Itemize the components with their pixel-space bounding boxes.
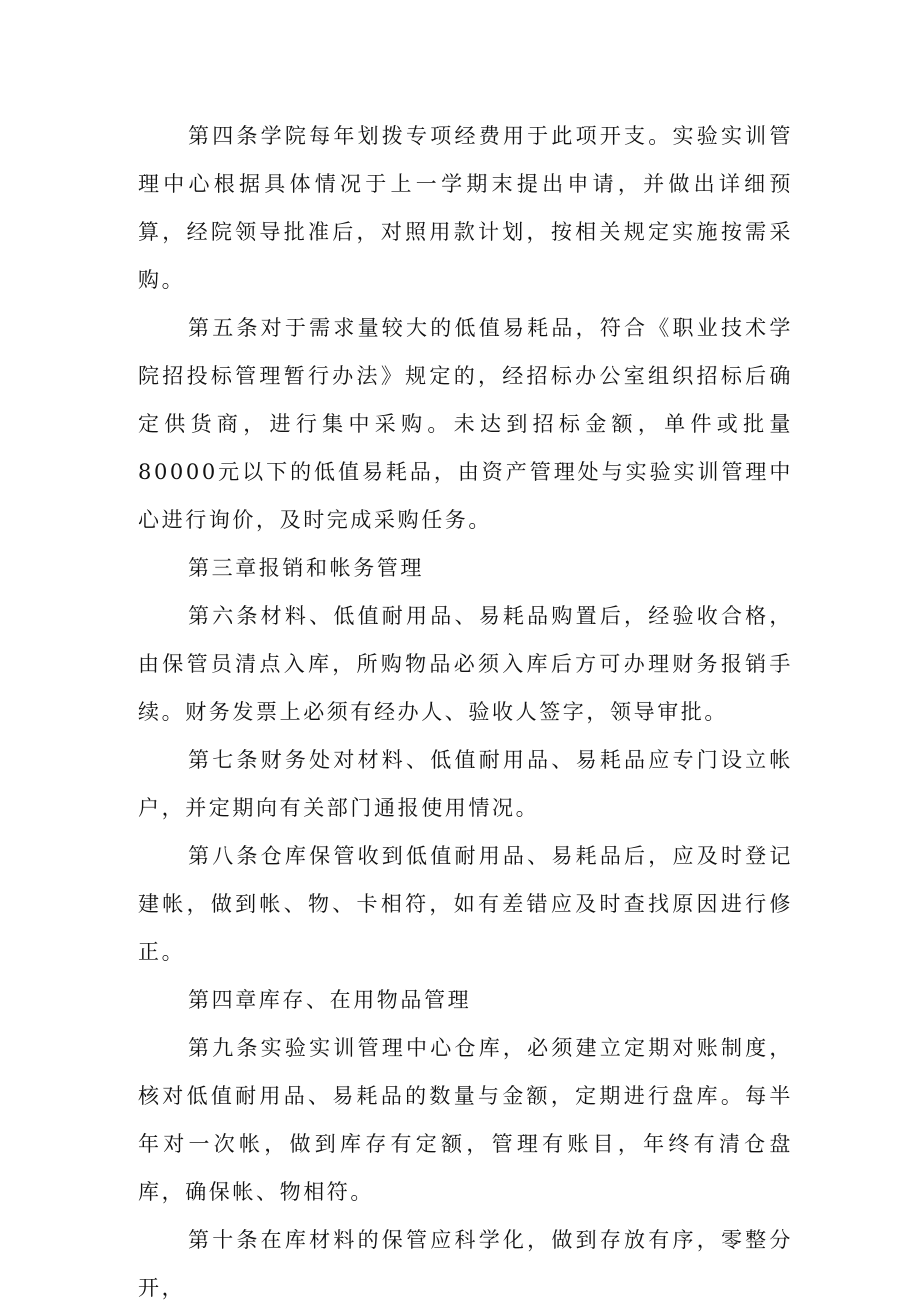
- article-5-paragraph: 第五条对于需求量较大的低值易耗品，符合《职业技术学院招投标管理暂行办法》规定的，经招标办公室组织招标后确定供货商，进行集中采购。未达到招标金额，单件或批量80000元以下的低值易耗品，由资产管理处与实验实训管理中心进行询价，及时完成采购任务。: [138, 316, 793, 532]
- article-6-paragraph: 第六条材料、低值耐用品、易耗品购置后，经验收合格，由保管员清点入库，所购物品必须入库后方可办理财务报销手续。财务发票上必须有经办人、验收人签字，领导审批。: [138, 604, 793, 724]
- article-8-paragraph: 第八条仓库保管收到低值耐用品、易耗品后，应及时登记建帐，做到帐、物、卡相符，如有差错应及时查找原因进行修正。: [138, 844, 793, 964]
- chapter-3-heading: 第三章报销和帐务管理: [188, 556, 424, 580]
- chapter-4-heading: 第四章库存、在用物品管理: [188, 988, 472, 1012]
- article-9-paragraph: 第九条实验实训管理中心仓库，必须建立定期对账制度，核对低值耐用品、易耗品的数量与金额，定期进行盘库。每半年对一次帐，做到库存有定额，管理有账目，年终有清仓盘库，确保帐、物相符。: [138, 1036, 793, 1204]
- article-10-paragraph: 第十条在库材料的保管应科学化，做到存放有序，零整分开，: [138, 1228, 793, 1300]
- document-body: [138, 112, 793, 1312]
- article-7-paragraph: 第七条财务处对材料、低值耐用品、易耗品应专门设立帐户，并定期向有关部门通报使用情况。: [138, 748, 793, 820]
- article-4-paragraph: 第四条学院每年划拨专项经费用于此项开支。实验实训管理中心根据具体情况于上一学期末提出申请，并做出详细预算，经院领导批准后，对照用款计划，按相关规定实施按需采购。: [138, 124, 793, 292]
